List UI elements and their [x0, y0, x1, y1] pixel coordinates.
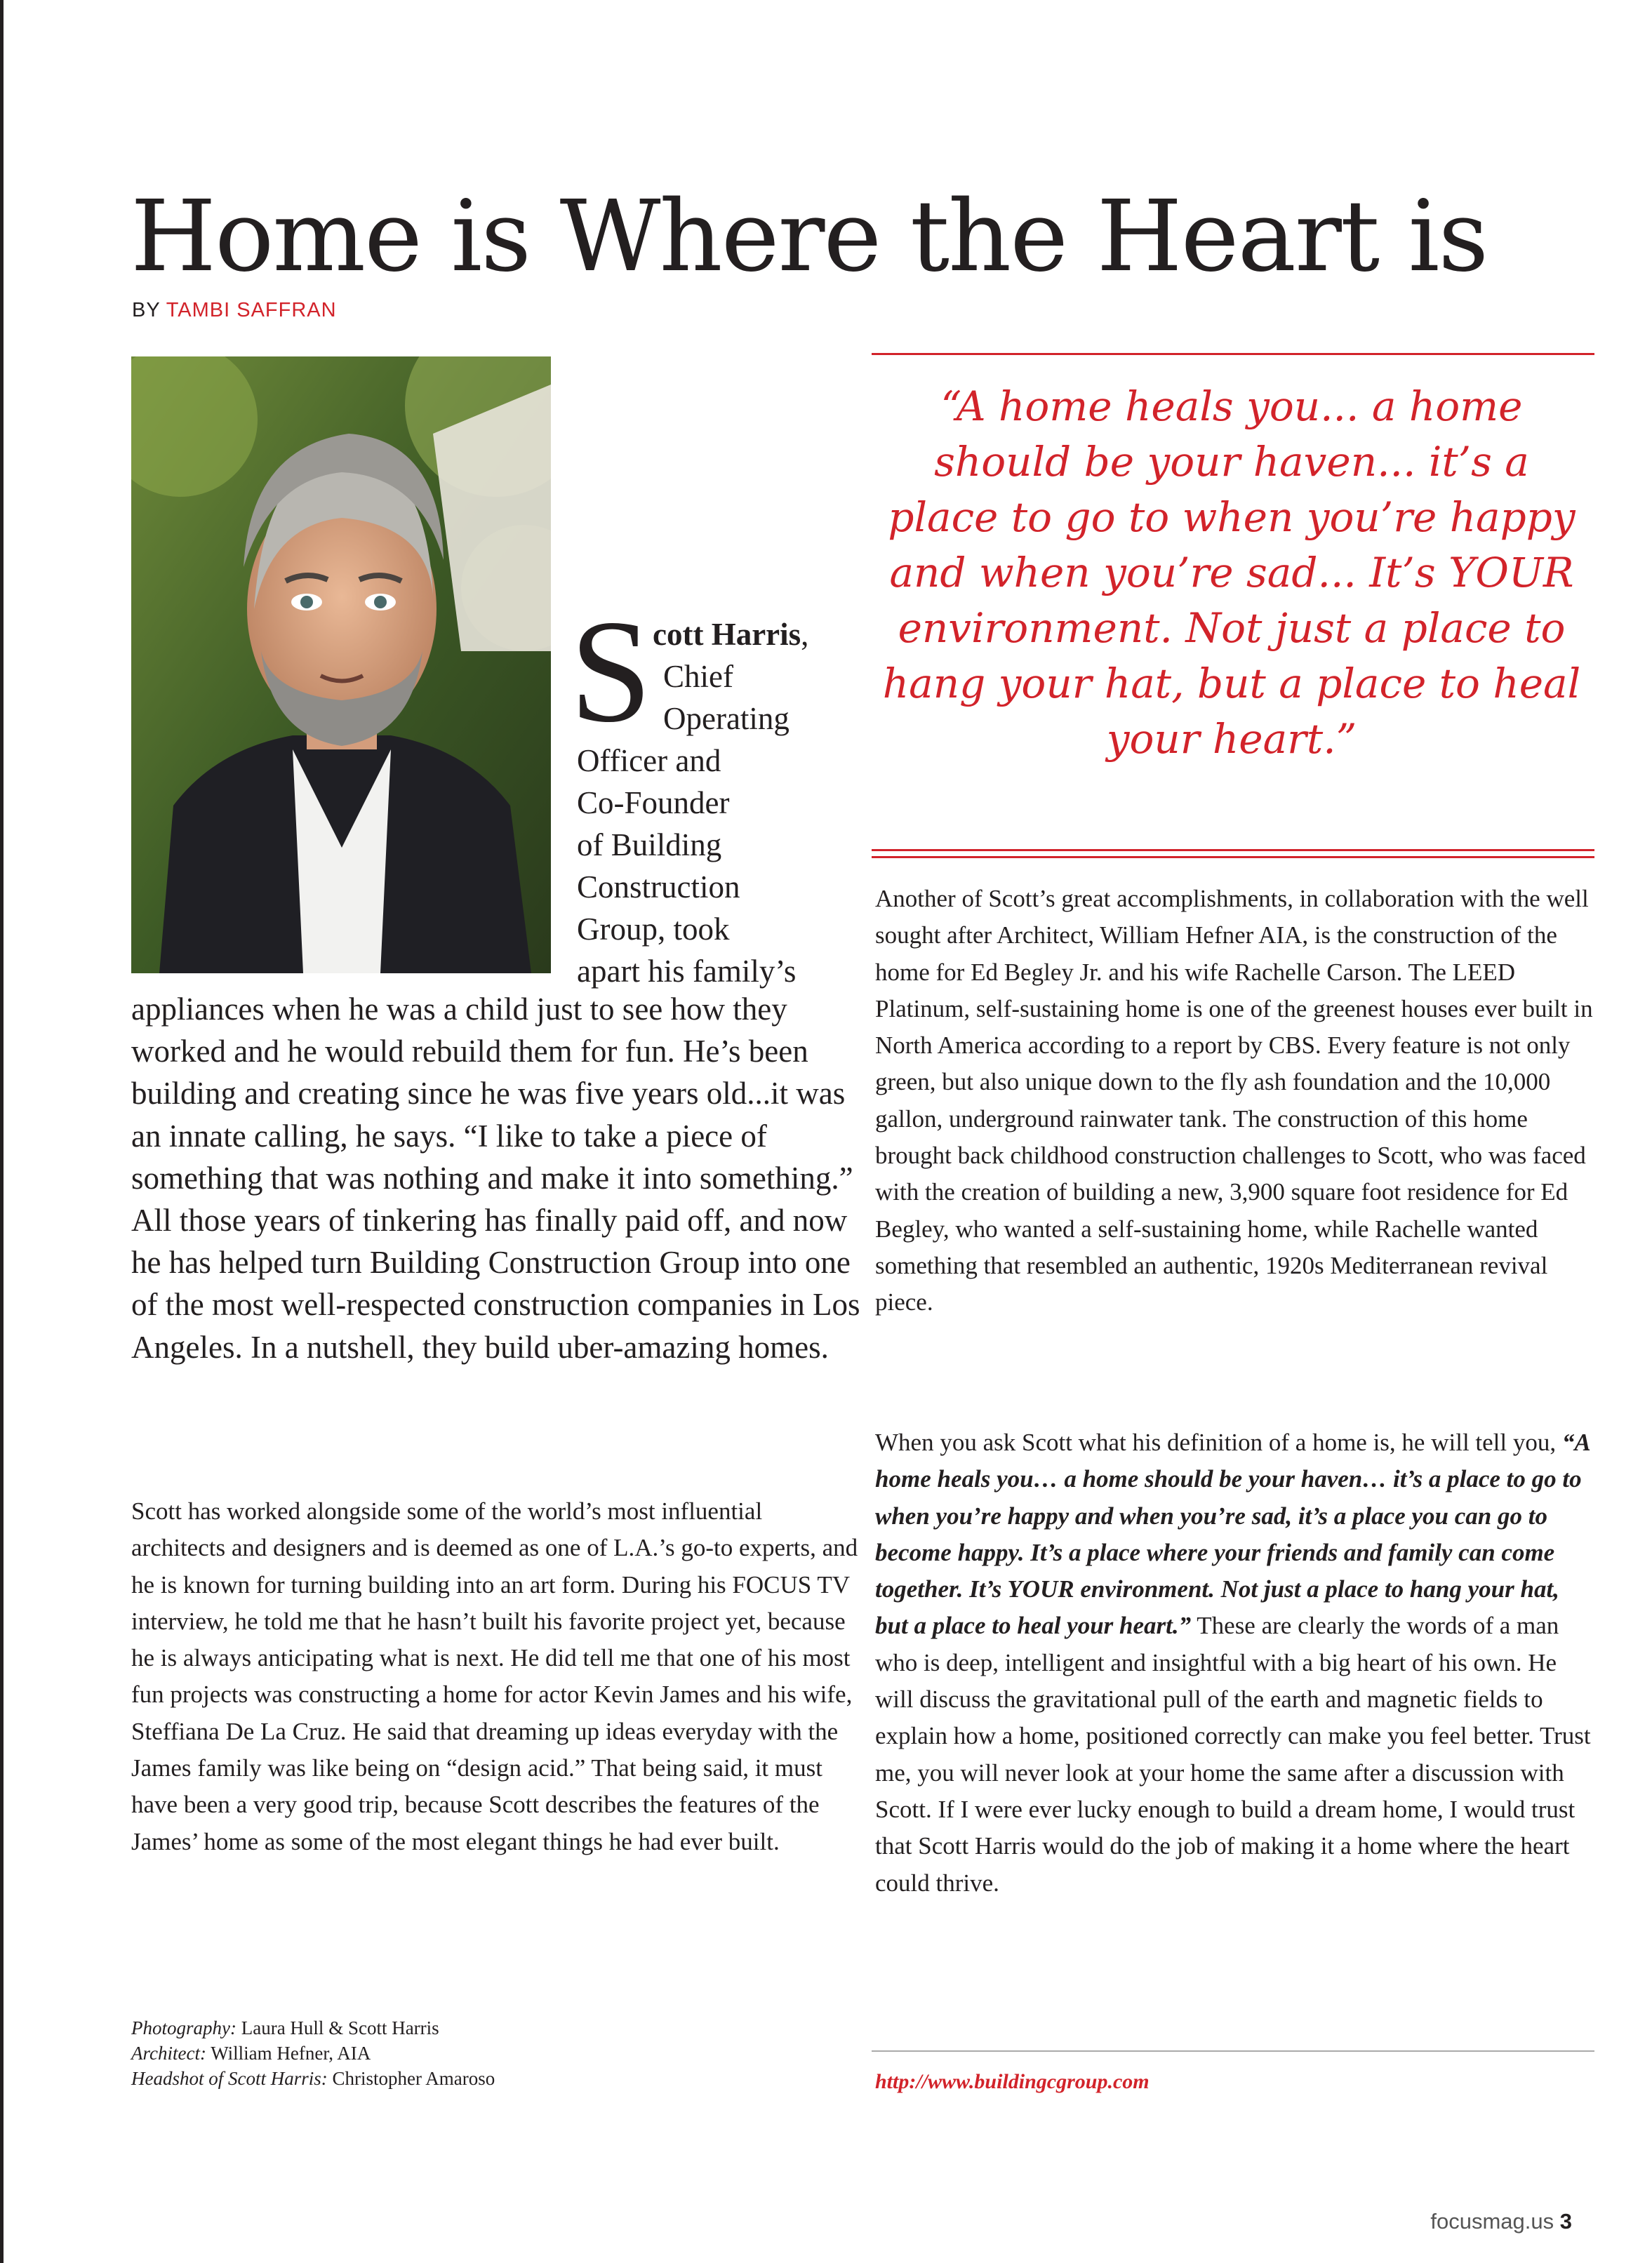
- portrait-photo-icon: [131, 356, 551, 973]
- right-paragraph-2: When you ask Scott what his definition of a home is, he will tell you, “A home heals you… a home should be your haven… it’s a place to go to when you’re happy and when you’re sad, it’s a place you can go to become happy. It’s a place where your friends and family can come together. It’s YOUR environment. Not just a place to hang your hat, but a place to heal your heart.” These are clearly the words of a man who is deep, intelligent and insightful with a big heart of his own. He will discuss the gravitational pull of the earth and magnetic fields to explain how a home, positioned correctly can make you feel better. Trust me, you will never look at your home the same after a discussion with Scott. If I were ever lucky enough to build a dream home, I would trust that Scott Harris would do the job of making it a home where the heart could thrive.: [875, 1429, 1591, 1897]
- lead-continuation: appliances when he was a child just to see how they worked and he would rebuild them for fun. He’s been building and creating since he was five years old...it was an innate calling, he says. “I like to take a piece of something that was nothing and make it into something.” All those years of tinkering has finally paid off, and now he has helped turn Building Construction Group into one of the most well-respected construction companies in Los Angeles. In a nutshell, they build uber-amazing homes.: [131, 992, 860, 1365]
- credit-photography: Photography: Laura Hull & Scott Harris: [131, 2017, 439, 2038]
- lead-line-6: of Building: [577, 827, 722, 862]
- page-folio: [1375, 2209, 1572, 2234]
- website-rule: [872, 2050, 1594, 2052]
- photo-credits: [131, 2015, 861, 2091]
- pull-quote-bottom-rule-2: [872, 856, 1594, 858]
- website-link[interactable]: http://www.buildingcgroup.com: [875, 2070, 1150, 2093]
- page-edge: [0, 0, 4, 2263]
- pull-quote: “A home heals you... a home should be your haven... it’s a place to go to when you’re happy and when you’re sad... It’s YOUR environment. Not just a place to hang your hat, but a place to heal your heart.”: [882, 382, 1581, 763]
- lead-line-4: Officer and: [577, 743, 721, 778]
- article-title: Home is Where the Heart is: [131, 180, 1488, 294]
- left-paragraph-2: Scott has worked alongside some of the world’s most influential architects and designers and is deemed as one of L.A.’s go-to experts, and he is known for turning building into an art form. During his FOCUS TV interview, he told me that he hasn’t built his favorite project yet, because he is always anticipating what is next. He did tell me that one of his most fun projects was constructing a home for actor Kevin James and his wife, Steffiana De La Cruz. He said that dreaming up ideas everyday with the James family was like being on “design acid.” That being said, it must have been a very good trip, because Scott describes the features of the James’ home as some of the most elegant things he had ever built.: [131, 1497, 858, 1855]
- lead-name: cott Harris: [653, 617, 801, 652]
- pull-quote-bottom-rule-1: [872, 849, 1594, 851]
- lead-line-8: Group, took: [577, 912, 730, 947]
- folio-site: focusmag.us: [1430, 2209, 1554, 2234]
- page-number: 3: [1559, 2209, 1572, 2234]
- lead-line-3: Operating: [663, 701, 790, 736]
- byline-prefix: BY: [132, 299, 161, 321]
- byline: [132, 299, 337, 322]
- pull-quote-top-rule: [872, 353, 1594, 355]
- scott-quote: “A home heals you… a home should be your haven… it’s a place to go to when you’re happy and when you’re sad, it’s a place you can go to become happy. It’s a place where your friends and family can come together. It’s YOUR environment. Not just a place to hang your hat, but a place to heal your heart.”: [875, 1429, 1590, 1640]
- credit-architect: Architect: William Hefner, AIA: [131, 2043, 371, 2064]
- lead-line-7: Construction: [577, 869, 740, 904]
- credit-headshot: Headshot of Scott Harris: Christopher Amaroso: [131, 2068, 495, 2089]
- lead-line-9: apart his family’s: [577, 954, 797, 989]
- right-paragraph-1: Another of Scott’s great accomplishments, in collaboration with the well sought after Architect, William Hefner AIA, is the construction of the home for Ed Begley Jr. and his wife Rachelle Carson. The LEED Platinum, self-sustaining home is one of the greenest houses ever built in North America according to a report by CBS. Every feature is not only green, but also unique down to the fly ash foundation and the 10,000 gallon, underground rainwater tank. The construction of this home brought back childhood construction challenges to Scott, who was faced with the creation of building a new, 3,900 square foot residence for Ed Begley, who wanted a self-sustaining home, while Rachelle wanted something that resembled an authentic, 1920s Mediterranean revival piece.: [875, 885, 1593, 1316]
- lead-comma: ,: [801, 617, 809, 652]
- portrait-photo: [131, 356, 551, 973]
- lead-line-1: [653, 613, 808, 655]
- author-name: TAMBI SAFFRAN: [166, 299, 337, 321]
- lead-line-2: Chief: [663, 659, 733, 694]
- lead-line-5: Co-Founder: [577, 785, 730, 820]
- drop-cap: S: [570, 590, 652, 753]
